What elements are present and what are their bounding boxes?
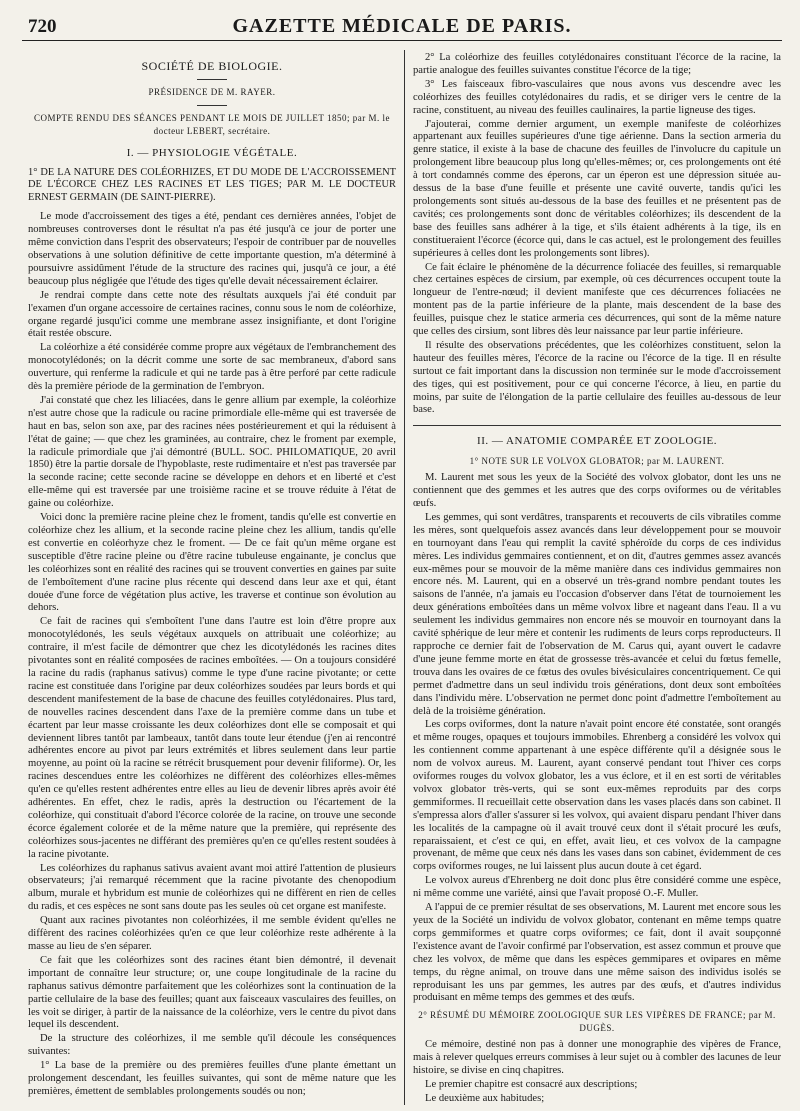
paragraph: J'ai constaté que chez les liliacées, dans le genre allium par exemple, la coléorhize n'est autre chose que la radicule ou racine primordiale elle-même qui est traversée de haut en bas, selon son axe, par des racines nées postérieurement et qui la réduisent à l'état de gaine; — que chez les graminées, au contraire, chez le froment par exemple, la radicule primordiale que j'ai démontré (BULL. SOC. PHILOMATIQUE, 20 avril 1850) être la partie dorsale de l'hypoblaste, reste rudimentaire et n'est pas traversée par la seconde racine; cette seconde racine se développe en dehors et en liberté et c'est elle-même qui est traversée par une troisième racine et se trouve réduite à l'état de gaine ou coléorhize. <box>28 394 396 510</box>
article-heading: 1° DE LA NATURE DES COLÉORHIZES, ET DU MODE DE L'ACCROISSEMENT DE L'ÉCORCE CHEZ LES RACINES ET LES TIGES; PAR M. LE DOCTEUR ERNEST GERMAIN (DE SAINT-PIERRE). <box>28 166 396 204</box>
column-divider <box>404 50 405 1105</box>
article-heading: 1° NOTE SUR LE VOLVOX GLOBATOR; par M. LAURENT. <box>469 456 725 467</box>
paragraph: Ce fait que les coléorhizes sont des racines étant bien démontré, il devenait important de connaître leur structure; or, une coupe longitudinale de la racine du raphanus sativus démontre parfaitement que les coléorhizes sont la continuation de la partie cellulaire de la base des feuilles; quant aux faisceaux vasculaires des feuilles, on les voit se diriger, à partir de la naissance de la coléorhize, vers le centre du pivot dans lequel ils descendent. <box>28 954 396 1031</box>
paragraph: M. Laurent met sous les yeux de la Société des volvox globator, dont les uns ne contiennent que des gemmes et les autres que des corps oviformes ou de véritables œufs. <box>413 472 781 509</box>
running-header <box>22 14 782 41</box>
paragraph: Les coléorhizes du raphanus sativus avaient avant moi attiré l'attention de plusieurs observateurs; j'ai remarqué récemment que la racine pivotante des chenopodium album, murale et hybridum est munie de coléorhizes qui ne diffèrent en rien de celles du radis, et ces espèces ne sont sans doute pas les seules où cet organe est manifeste. <box>28 862 396 913</box>
paragraph: Les corps oviformes, dont la nature n'avait point encore été constatée, sont orangés et même rouges, opaques et toujours immobiles. Ehrenberg a considéré les volvox qui les contiennent comme appartenant à une espèce différente qu'il a désignée sous le nom de volvox aureus. M. Laurent, ayant conservé pendant tout l'hiver ces corps oviformes rouges du volvox globator, les a vus éclore, et il en est sorti de véritables volvox globator très-verts, qui se sont eux-mêmes reproduits par des corps gemmiformes. Il recueillait cette observation dans les vases placés dans son cabinet. Il s'empressa alors d'aller s'assurer si les volvox, qui avaient disparu pendant l'hiver dans les localités de la campagne où il avait trouvé ceux dont il s'était procuré les œufs, reparaissaient, et c'est ce qui, en effet, avait lieu, et ces volvox de la campagne provenant, de même que ceux nés dans les vases dans son cabinet, évidemment de ces corps oviformes rouges, ne lui laissent plus aucun doute à cet égard. <box>413 719 781 873</box>
paragraph: Ce fait éclaire le phénomène de la décurrence foliacée des feuilles, si remarquable chez certaines espèces de cirsium, par exemple, où ces décurrences occupent toute la longueur de l'entre-nœud; il devient manifeste que ces décurrences foliacées ne montent pas de la partie inférieure de la plante, mais descendent de la base des feuilles, puisque chez le statice armeria ces décurrences, qui sont de la même nature que celles des cirsium, sont libres dès leur naissance par leur partie inférieure. <box>413 261 781 338</box>
paragraph: Voici donc la première racine pleine chez le froment, tandis qu'elle est convertie en coléorhize chez les allium, et la seconde racine pleine chez les allium, tandis qu'elle est convertie en coléorhyze chez le froment. — De ce fait qu'un même organe est susceptible d'être racine pleine ou d'être racine tubuleuse engainante, je conclus que les coléorhizes sont en réalité des racines qui se trouvent converties en gaines par suite de l'emboîtement d'une racine plus récente qui descend dans leur axe et qui, étant douée d'une force de végétation plus active, les traverse et continue son évolution au dehors. <box>28 512 396 614</box>
paragraph: Les gemmes, qui sont verdâtres, transparents et recouverts de cils vibratiles comme les mères, sont quelquefois assez avancés dans leur développement pour se mouvoir en tournoyant dans l'eau qui remplit la cavité sphéroïde du corps de ces individus mères. Les individus gemmaires contiennent, et on dit, d'autres gemmes assez avancés eux-mêmes pour se mouvoir de la même manière dans ces individus gemmaires non encore nés. M. Laurent, qui en a observé un très-grand nombre pendant toutes les saisons de l'année, n'a jamais eu l'occasion d'observer dans l'état de tournoiement les deux générations emboîtées dans un même volvox libre et nageant dans l'eau. Il a vu seulement les individus gemmaires non encore nés se mouvoir en tournoyant dans la cavité sphérique de leur mère et contenir les rudiments de leurs corps reproducteurs. Il rapproche ce dernier fait de l'observation de M. Carus qui, ayant ouvert le cadavre d'une jeune femme morte en état de grossesse très-avancée et celui du fœtus femelle, trouva dans les ovaires de ce fœtus des ovules bivésiculaires concentriquement. Ce qui permet d'admettre dans un seul individu trois générations, dont deux sont emboîtées dans l'individu mère. L'observation ne permet donc point d'admettre l'emboîtement au delà de la troisième génération. <box>413 511 781 717</box>
paragraph: De la structure des coléorhizes, il me semble qu'il découle les conséquences suivantes: <box>28 1033 396 1058</box>
society-heading: SOCIÉTÉ DE BIOLOGIE. <box>141 59 283 73</box>
paragraph: 1° La base de la première ou des premières feuilles d'une plante émettant un prolongement descendant, les feuilles suivantes, qui sont de même nature que les premières, émettent de semblables prolongements soudés ou non; <box>28 1060 396 1097</box>
short-rule <box>197 105 227 106</box>
paragraph: La coléorhize a été considérée comme propre aux végétaux de l'embranchement des monocotylédonés; on la décrit comme une sorte de sac membraneux, d'abord sans ouverture, qui renferme la radicule et qui ne tarde pas à être perforé par cette radicule dès la première période de la germination de l'embryon. <box>28 342 396 393</box>
compte-rendu-heading: COMPTE RENDU DES SÉANCES PENDANT LE MOIS DE JUILLET 1850; par M. le docteur LEBERT, secrétaire. <box>34 112 390 136</box>
presidence-heading: PRÉSIDENCE DE M. RAYER. <box>148 86 276 97</box>
paragraph: 2° La coléorhize des feuilles cotylédonaires constituant l'écorce de la racine, la partie analogue des feuilles suivantes constitue l'écorce de la tige; <box>413 52 781 76</box>
journal-title: GAZETTE MÉDICALE DE PARIS. <box>232 15 572 37</box>
section-rule <box>413 425 781 426</box>
page-number: 720 <box>28 16 57 37</box>
paragraph: Ce mémoire, destiné non pas à donner une monographie des vipères de France, mais à relever quelques erreurs commises à leur sujet ou à combler des lacunes de leur histoire, se divise en cinq chapitres. <box>413 1039 781 1076</box>
paragraph: 3° Les faisceaux fibro-vasculaires que nous avons vus descendre avec les coléorhizes des feuilles cotylédonaires du radis, et se diriger vers le centre de la racine, constituent, au niveau des feuilles caulinaires, la partie ligneuse des tiges. <box>413 78 781 116</box>
paragraph: Il résulte des observations précédentes, que les coléorhizes constituent, selon la hauteur des feuilles mères, l'écorce de la racine ou l'écorce de la tige. Il en résulte surtout ce fait important dans la discussion non terminée sur le mode d'accroissement des tiges, qui est positivement, pour ce qui concerne l'écorce, à lieu, en partie du moins, par suite de l'élongation de la partie cellulaire des feuilles au-dessous de leur base. <box>413 339 781 416</box>
paragraph: Le deuxième aux habitudes; <box>425 1092 545 1104</box>
paragraph: Je rendrai compte dans cette note des résultats auxquels j'ai été conduit par l'examen d'un organe accessoire de certaines racines, connu sous le nom de coléorhize, organe regardé jusqu'ici comme une membrane assez insignifiante, et dont l'origine était restée obscure. <box>28 289 396 340</box>
paragraph: Le premier chapitre est consacré aux descriptions; <box>425 1078 638 1090</box>
paragraph: Le volvox aureus d'Ehrenberg ne doit donc plus être considéré comme une espèce, ni même comme une variété, ainsi que l'avait proposé O.-F. Muller. <box>413 875 781 900</box>
section-heading: II. — ANATOMIE COMPARÉE ET ZOOLOGIE. <box>477 435 717 448</box>
paragraph: Quant aux racines pivotantes non coléorhizées, il me semble évident qu'elles ne diffèrent des racines coléorhizées qu'en ce que leur coléorhize reste adhérente à la masse au lieu de s'en séparer. <box>28 915 396 952</box>
paragraph: A l'appui de ce premier résultat de ses observations, M. Laurent met encore sous les yeux de la Société un individu de volvox globator, contenant en même temps quatre corps gemmiformes et quatre corps oviformes; ce fait, dont il avait soupçonné l'existence avant de l'avoir confirmé par l'observation, est assez commun et prouve que chez les volvox, de même que dans les espèces gemmipares et ovipares en même temps, du règne animal, on trouve dans une même saison des individus isolés se reproduisant les uns par gemmes, les autres par des œufs, et d'autres individus produisant en même temps des gemmes et des œufs. <box>413 902 781 1004</box>
paragraph: J'ajouterai, comme dernier argument, un exemple manifeste de coléorhizes appartenant aux feuilles supérieures d'une tige aérienne. Dans la section armeria du genre statice, il existe à la base de chacune des feuilles de l'involucre du capitule un prolongement libre beaucoup plus long qu'elles-mêmes; or, ces prolongements ont été à tort condamnés comme des éperons, car un éperon est une dépression située au-dessus de la base d'une feuille et présente une cavité ouverte, tandis qu'ici les prolongements sont situés au-dessous de la base des feuilles et ne présentent pas de cavités; ces prolongements sont donc de véritables coléorhizes; ils descendent de la base des feuilles sans adhérer à la tige, et s'ils étaient adhérents à la tige, ils en constitueraient l'écorce (écorce qui, dans le cas actuel, est le prolongement des feuilles supérieures à celles dont les prolongements sont libres). <box>413 118 781 259</box>
paragraph: Ce fait de racines qui s'emboîtent l'une dans l'autre est loin d'être propre aux monocotylédonés, les seuls végétaux auxquels on attribuait une coléorhize; au contraire, il m'est facile de démontrer que chez les dicotylédonés les racines dites pivotantes sont en réalité composées de racines emboîtées. — On a toujours considéré la racine du radis (raphanus sativus) comme le type d'une racine pivotante; or cette racine est constituée dans l'origine par deux coléorhizes soudées par leurs bords et qui descendent manifestement de la base de chacune des feuilles cotylédonaires. Plus tard, de nouvelles racines descendent dans l'axe de la première comme dans un tube et écartent par leur masse croissante les deux coléorhizes dont elle se composait et qui deviennent libres tantôt par lambeaux, tantôt dans toute leur étendue (j'en ai rencontré adhérentes encore au pivot par leurs extrémités et libres seulement dans leur partie moyenne, au point où la racine se rétrécit brusquement pour devenir filiforme). Or, les racines descendues entre les coléorhizes ne diffèrent des coléorhizes elles-mêmes qu'en ce qu'elles restent adhérentes entre elles au lieu de devenir libres après avoir été adhérentes. En effet, chez le radis, après la destruction ou l'écartement de la coléorhize, qui constituait d'abord l'écorce colorée de la racine, on trouve une seconde écorce également colorée et de la même nature que la première, qui représente des coléorhizes sous-jacentes ne différant des premières qu'en ce qu'elles restent soudées à la racine pivotante. <box>28 616 396 860</box>
paragraph: Le mode d'accroissement des tiges a été, pendant ces dernières années, l'objet de nombreuses controverses dont le résultat n'a pas été jusqu'à ce jour de porter une même conviction dans l'esprit des observateurs; l'espoir de contribuer par de nouvelles observations à une solution définitive de cette importante question, m'a déterminé à poursuivre assidûment l'étude de la structure des racines qui, jusqu'à ce jour, a été beaucoup plus négligée que l'étude des tiges qu'elle devait nécessairement éclairer. <box>28 211 396 287</box>
short-rule <box>197 79 227 80</box>
right-column <box>413 52 781 1105</box>
article-heading: 2° RÉSUMÉ DU MÉMOIRE ZOOLOGIQUE SUR LES VIPÈRES DE FRANCE; par M. DUGÈS. <box>418 1010 776 1034</box>
left-column <box>28 52 396 1105</box>
section-heading: I. — PHYSIOLOGIE VÉGÉTALE. <box>126 146 298 159</box>
